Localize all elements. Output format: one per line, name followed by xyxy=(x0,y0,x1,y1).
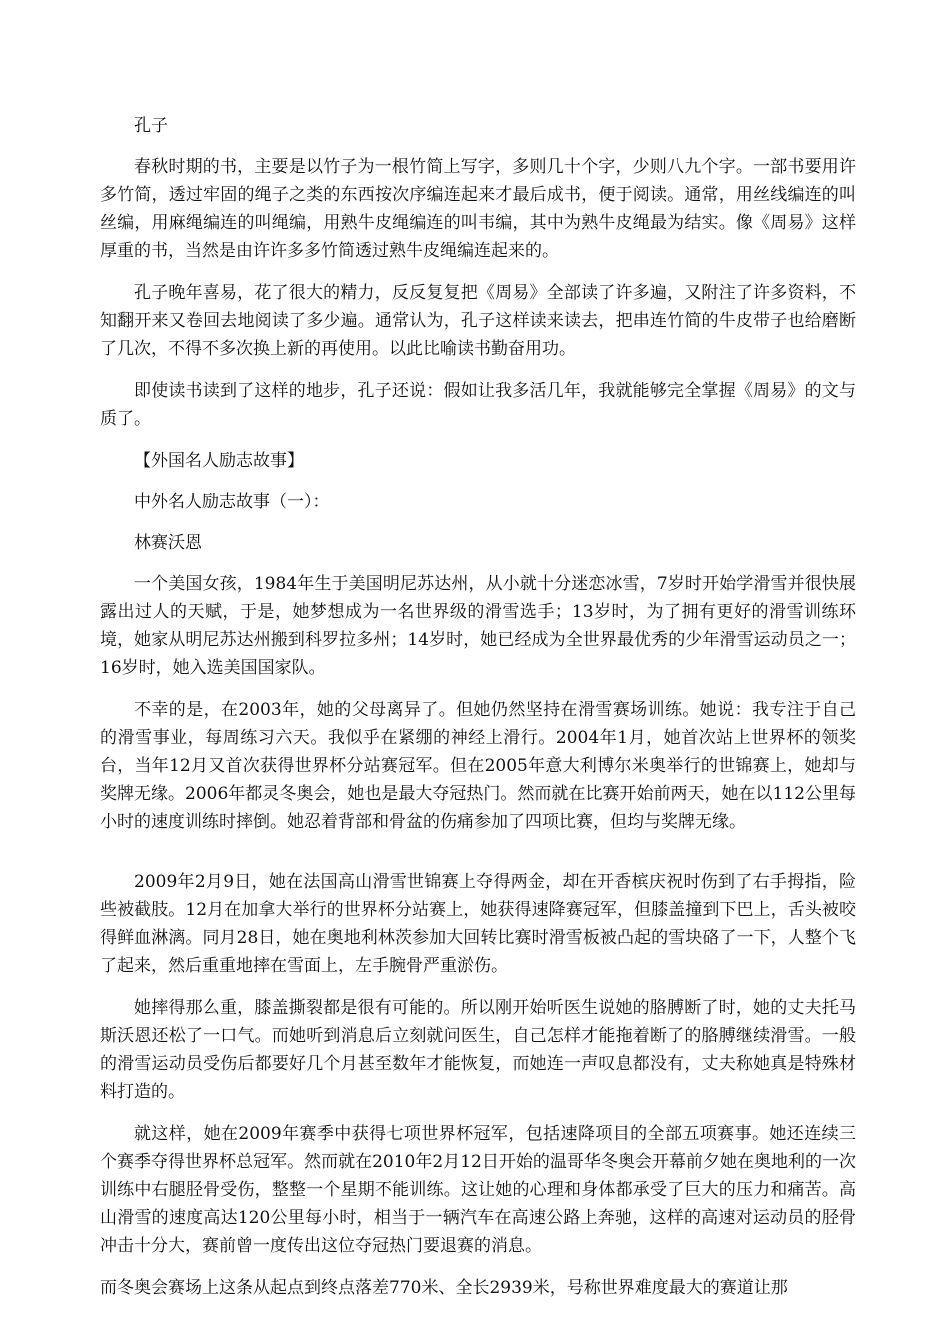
section-title-confucius: 孔子 xyxy=(134,116,168,136)
paragraph-vonn-2010-season: 就这样，她在2009年赛季中获得七项世界杯冠军，包括速降项目的全部五项赛事。她还连续三个赛季夺得世界杯总冠军。然而就在2010年2月12日开始的温哥华冬奥会开幕前夕她在奥地利的一次训练中右腿胫骨受伤，整整一个星期不能训练。这让她的心理和身体都承受了巨大的压力和痛苦。高山滑雪的速度高达120公里每小时，相当于一辆汽车在高速公路上奔驰，这样的高速对运动员的胫骨冲击十分大，赛前曾一度传出这位夺冠热门要退赛的消息。 xyxy=(100,1124,856,1256)
paragraph-bamboo-books: 春秋时期的书，主要是以竹子为一根竹简上写字，多则几十个字，少则八九个字。一部书要用许多竹简，透过牢固的绳子之类的东西按次序编连起来才最后成书，便于阅读。通常，用丝线编连的叫丝编，用麻绳编连的叫绳编，用熟牛皮绳编连的叫韦编，其中为熟牛皮绳最为结实。像《周易》这样厚重的书，当然是由许许多多竹简透过熟牛皮绳编连起来的。 xyxy=(100,157,856,261)
paragraph-spacer xyxy=(100,850,856,868)
paragraph-olympic-course: 而冬奥会赛场上这条从起点到终点落差770米、全长2939米，号称世界难度最大的赛道让那 xyxy=(100,1278,788,1298)
section-title-lindsey-vonn: 林赛沃恩 xyxy=(134,533,202,553)
section-subtitle-story-one: 中外名人励志故事（一）： xyxy=(134,492,330,512)
paragraph-vonn-2009-injuries: 2009年2月9日，她在法国高山滑雪世锦赛上夺得两金，却在开香槟庆祝时伤到了右手拇指，险些被截肢。12月在加拿大举行的世界杯分站赛上，她获得速降赛冠军，但膝盖撞到下巴上，舌头被咬得鲜血淋漓。同月28日，她在奥地利林茨参加大回转比赛时滑雪板被凸起的雪块硌了一下，人整个飞了起来，然后重重地摔在雪面上，左手腕骨严重淤伤。 xyxy=(100,872,856,976)
paragraph-vonn-childhood: 一个美国女孩，1984年生于美国明尼苏达州，从小就十分迷恋冰雪，7岁时开始学滑雪并很快展露出过人的天赋，于是，她梦想成为一名世界级的滑雪选手；13岁时，为了拥有更好的滑雪训练环境，她家从明尼苏达州搬到科罗拉多州；14岁时，她已经成为全世界最优秀的少年滑雪运动员之一；16岁时，她入选美国国家队。 xyxy=(100,574,856,678)
document-page xyxy=(100,112,856,1316)
paragraph-confucius-quote: 即使读书读到了这样的地步，孔子还说：假如让我多活几年，我就能够完全掌握《周易》的文与质了。 xyxy=(100,381,856,429)
section-title-foreign-stories: 【外国名人励志故事】 xyxy=(134,451,304,471)
paragraph-vonn-arm-injury: 她摔得那么重，膝盖撕裂都是很有可能的。所以刚开始听医生说她的胳膊断了时，她的丈夫托马斯沃恩还松了一口气。而她听到消息后立刻就问医生，自己怎样才能拖着断了的胳膊继续滑雪。一般的滑雪运动员受伤后都要好几个月甚至数年才能恢复，而她连一声叹息都没有，丈夫称她真是特殊材料打造的。 xyxy=(100,998,856,1102)
paragraph-confucius-zhouyi: 孔子晚年喜易，花了很大的精力，反反复复把《周易》全部读了许多遍，又附注了许多资料，不知翻开来又卷回去地阅读了多少遍。通常认为，孔子这样读来读去，把串连竹简的牛皮带子也给磨断了几次，不得不多次换上新的再使用。以此比喻读书勤奋用功。 xyxy=(100,283,856,359)
paragraph-vonn-setbacks: 不幸的是，在2003年，她的父母离异了。但她仍然坚持在滑雪赛场训练。她说：我专注于自己的滑雪事业，每周练习六天。我似乎在紧绷的神经上滑行。2004年1月，她首次站上世界杯的领奖台，当年12月又首次获得世界杯分站赛冠军。但在2005年意大利博尔米奥举行的世锦赛上，她却与奖牌无缘。2006年都灵冬奥会，她也是最大夺冠热门。然而就在比赛开始前两天，她在以112公里每小时的速度训练时摔倒。她忍着背部和骨盆的伤痛参加了四项比赛，但均与奖牌无缘。 xyxy=(100,700,856,832)
